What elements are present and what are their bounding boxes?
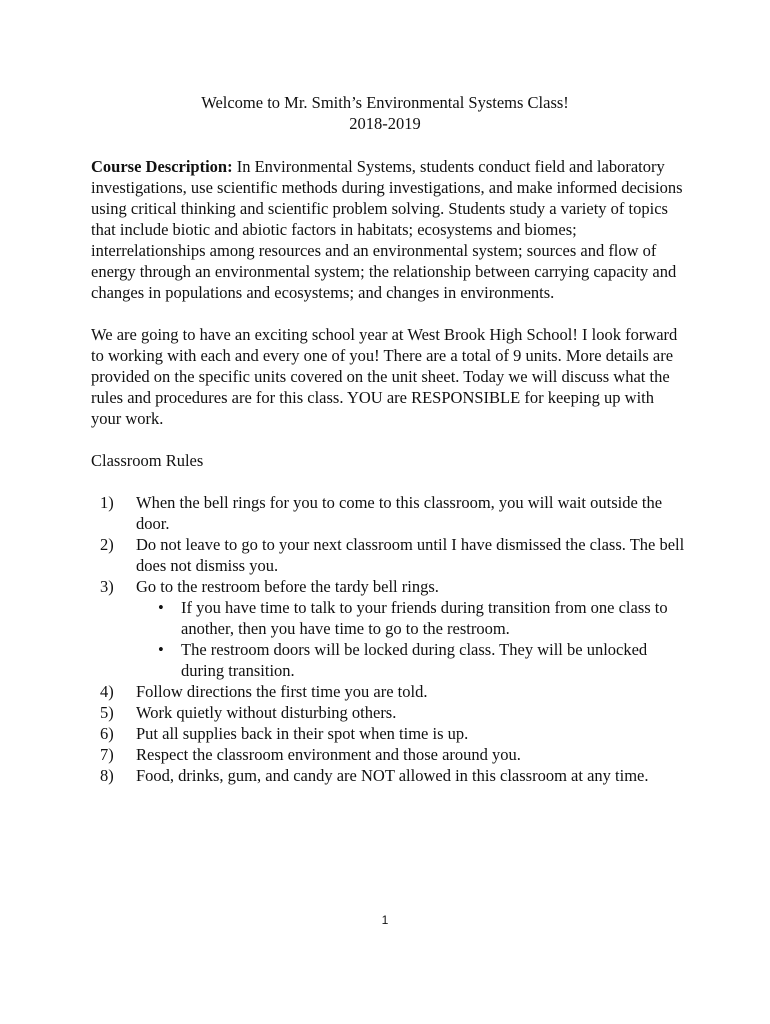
rules-heading: Classroom Rules bbox=[91, 451, 204, 470]
list-item bbox=[136, 597, 687, 639]
restroom-sub-list bbox=[136, 597, 687, 681]
rule-number: 8) bbox=[100, 766, 114, 785]
list-item bbox=[91, 681, 687, 702]
intro-paragraph: We are going to have an exciting school year at West Brook High School! I look forward to working with each and every one of you! There are a total of 9 units. More details are provided on the specific units covered on the unit sheet. Today we will discuss what the rules and procedures are for this class. YOU are RESPONSIBLE for keeping up with your work. bbox=[91, 325, 678, 428]
rules-list bbox=[91, 492, 687, 786]
course-description-text: In Environmental Systems, students conduct field and laboratory investigations, use scientific methods during investigations, and make informed decisions using critical thinking and scientific problem solving. Students study a variety of topics that include biotic and abiotic factors in habitats; ecosystems and biomes; interrelationships among resources and an environmental system; sources and flow of energy through an environmental system; the relationship between carrying capacity and changes in populations and ecosystems; and changes in environments. bbox=[91, 157, 683, 302]
rule-number: 1) bbox=[100, 493, 114, 512]
document-header bbox=[0, 92, 770, 134]
rule-number: 4) bbox=[100, 682, 114, 701]
list-item bbox=[91, 492, 687, 534]
document-body bbox=[91, 156, 687, 786]
sub-rule-text: The restroom doors will be locked during class. They will be unlocked during transition. bbox=[181, 640, 648, 680]
document-title: Welcome to Mr. Smith’s Environmental Systems Class! bbox=[201, 93, 569, 112]
course-description-paragraph bbox=[91, 156, 687, 303]
rule-number: 7) bbox=[100, 745, 114, 764]
rule-number: 5) bbox=[100, 703, 114, 722]
rule-text: Respect the classroom environment and those around you. bbox=[136, 745, 521, 764]
list-item bbox=[91, 723, 687, 744]
list-item bbox=[91, 576, 687, 681]
rule-number: 6) bbox=[100, 724, 114, 743]
list-item bbox=[136, 639, 687, 681]
school-year: 2018-2019 bbox=[349, 114, 421, 133]
rule-text: When the bell rings for you to come to this classroom, you will wait outside the door. bbox=[136, 493, 663, 533]
rule-number: 3) bbox=[100, 577, 114, 596]
list-item bbox=[91, 765, 687, 786]
bullet-icon: • bbox=[158, 598, 164, 617]
rule-number: 2) bbox=[100, 535, 114, 554]
list-item bbox=[91, 534, 687, 576]
rule-text: Put all supplies back in their spot when time is up. bbox=[136, 724, 469, 743]
course-description-label: Course Description: bbox=[91, 157, 233, 176]
list-item bbox=[91, 702, 687, 723]
sub-rule-text: If you have time to talk to your friends during transition from one class to another, then you have time to go to the restroom. bbox=[181, 598, 668, 638]
rule-text: Food, drinks, gum, and candy are NOT allowed in this classroom at any time. bbox=[136, 766, 649, 785]
rule-text: Work quietly without disturbing others. bbox=[136, 703, 397, 722]
list-item bbox=[91, 744, 687, 765]
bullet-icon: • bbox=[158, 640, 164, 659]
rule-text: Do not leave to go to your next classroom until I have dismissed the class. The bell does not dismiss you. bbox=[136, 535, 685, 575]
rule-text: Go to the restroom before the tardy bell rings. bbox=[136, 577, 439, 596]
rule-text: Follow directions the first time you are told. bbox=[136, 682, 428, 701]
page-number: 1 bbox=[381, 913, 389, 927]
